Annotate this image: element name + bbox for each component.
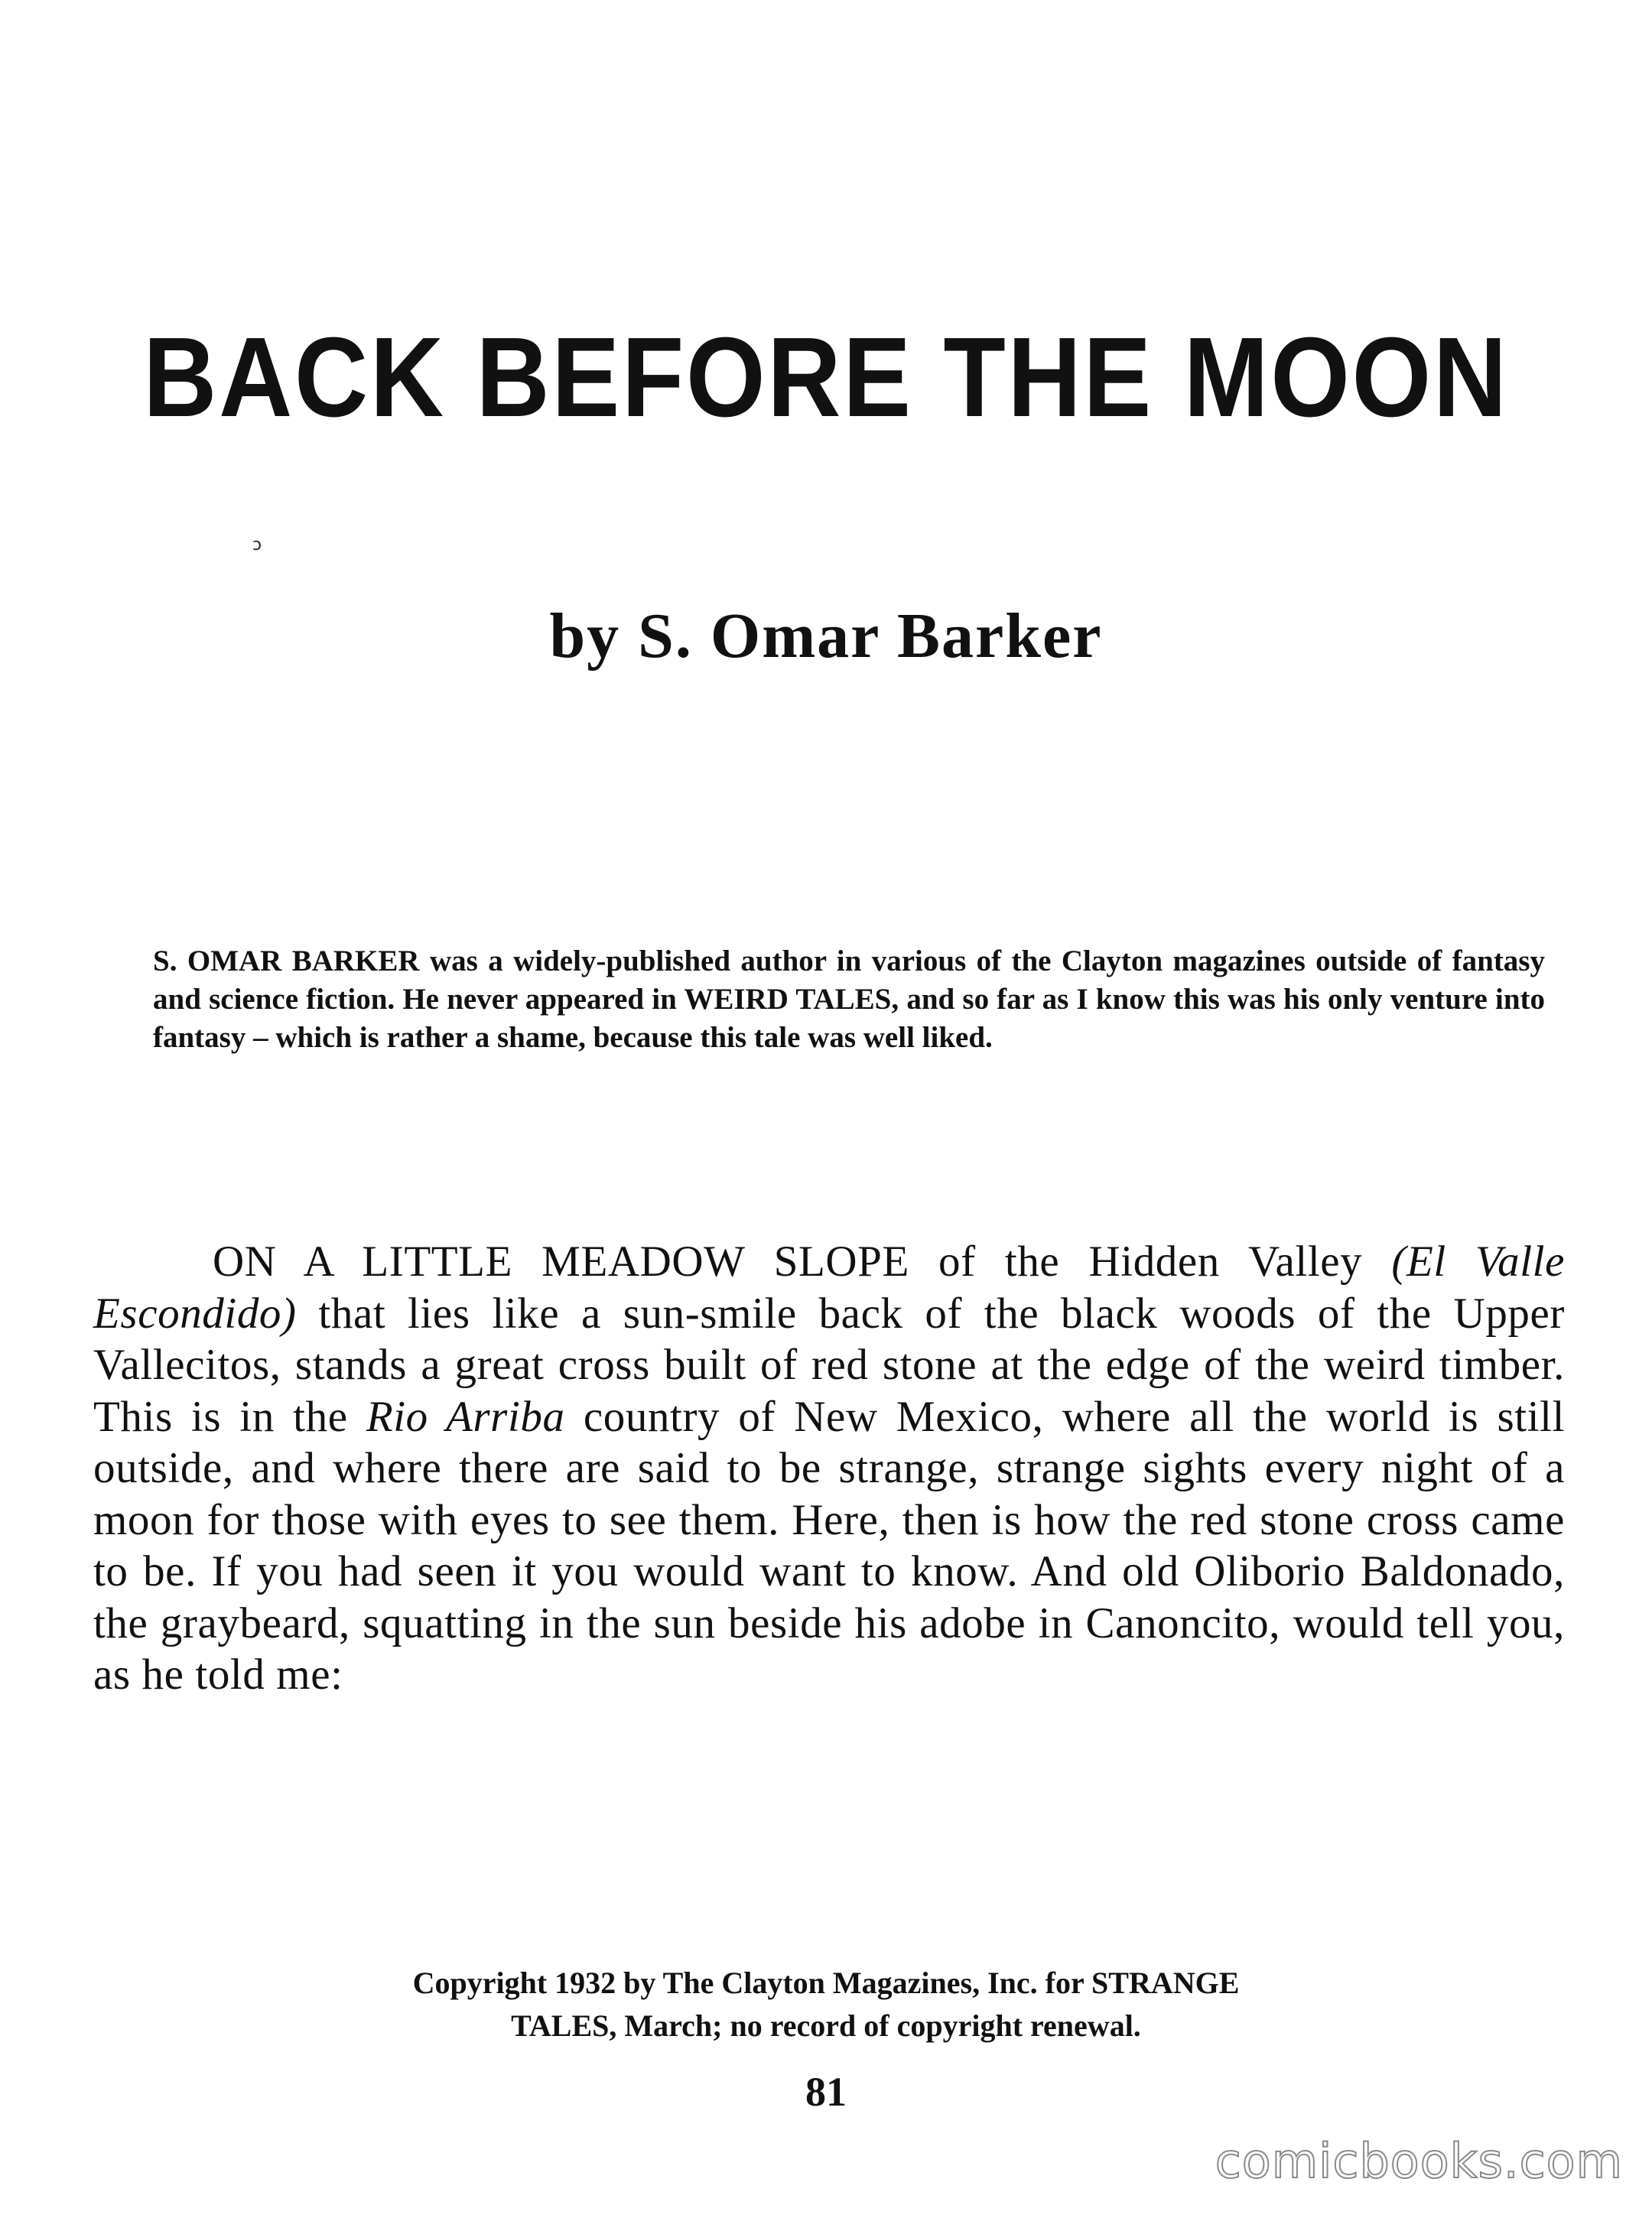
body-italic-segment: (El Valle Escondido) <box>93 1237 1565 1338</box>
site-watermark: comicbooks.com <box>1215 2133 1623 2189</box>
page-number: 81 <box>805 2069 847 2115</box>
print-speck-icon: ↄ <box>252 535 262 554</box>
editor-introduction: S. OMAR BARKER was a widely-published author in various of the Clayton magazines outside of fantasy and science fiction. He never appeared in WEIRD TALES, and so far as I know this was his only venture into fantasy – which is rather a shame, because this tale was well liked. <box>153 945 1545 1054</box>
copyright-notice <box>0 1962 1652 2047</box>
copyright-line-2: TALES, March; no record of copyright renewal. <box>511 2008 1141 2043</box>
story-author: by S. Omar Barker <box>549 600 1103 672</box>
body-text-segment: ON A LITTLE MEADOW SLOPE of the Hidden Valley <box>213 1237 1392 1286</box>
body-italic-segment: Rio Arriba <box>366 1392 565 1441</box>
story-opening-paragraph <box>93 1236 1565 1701</box>
body-text-segment: that lies like a sun-smile back of the black woods of the Upper Vallecitos, stands a great cross built of red stone at the edge of the weird timber. This is in the <box>93 1289 1565 1441</box>
copyright-line-1: Copyright 1932 by The Clayton Magazines, Inc. for STRANGE <box>412 1966 1240 2000</box>
story-title: BACK BEFORE THE MOON <box>143 314 1509 441</box>
body-text-segment: country of New Mexico, where all the world is still outside, and where there are said to be strange, strange sights every night of a moon for those with eyes to see them. Here, then is how the red stone cross came to be. If you had seen it you would want to know. And old Oliborio Baldonado, the graybeard, squatting in the sun beside his adobe in Canoncito, would tell you, as he told me: <box>93 1392 1566 1699</box>
